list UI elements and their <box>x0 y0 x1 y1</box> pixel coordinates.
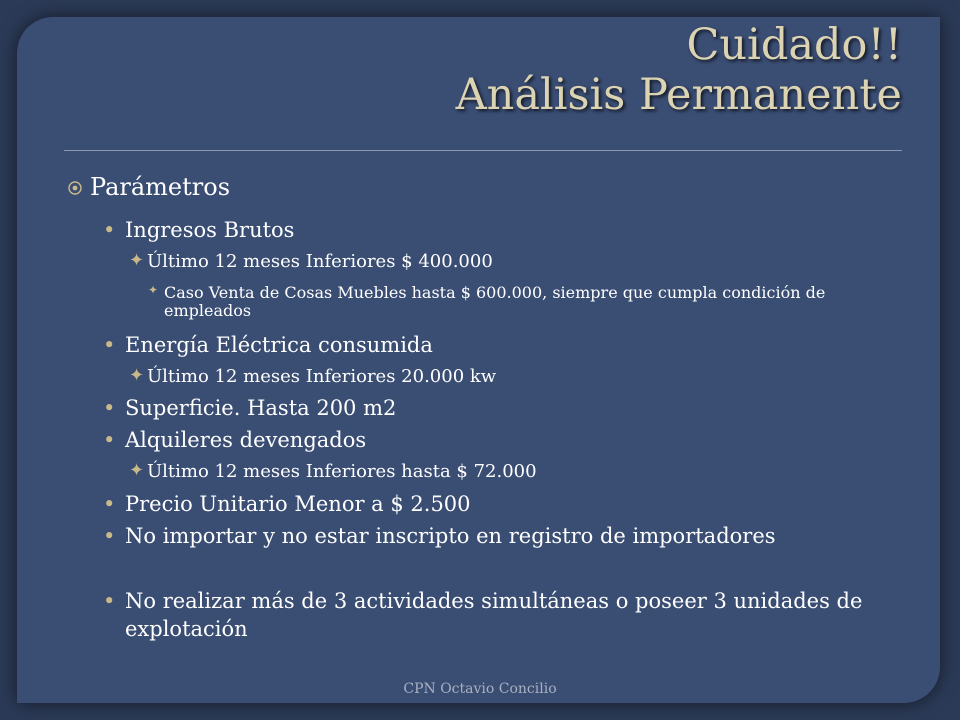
item-alquileres-sub: Último 12 meses Inferiores hasta $ 72.000 <box>147 461 537 482</box>
diamond-bullet-icon: ✦ <box>129 365 145 386</box>
dot-bullet-icon: • <box>103 333 116 357</box>
diamond-bullet-icon: ✦ <box>129 250 145 271</box>
title-line-1: Cuidado!! <box>686 20 902 70</box>
dot-bullet-icon: • <box>103 218 116 242</box>
heading-parametros: Parámetros <box>90 173 231 201</box>
dot-bullet-icon: • <box>103 524 116 548</box>
item-alquileres: Alquileres devengados <box>125 428 367 452</box>
footer-author: CPN Octavio Concilio <box>403 681 557 697</box>
diamond-bullet-icon: ✦ <box>129 460 145 481</box>
title-line-2: Análisis Permanente <box>455 70 902 120</box>
item-precio: Precio Unitario Menor a $ 2.500 <box>125 492 471 516</box>
item-energia: Energía Eléctrica consumida <box>125 333 433 357</box>
dot-bullet-icon: • <box>103 492 116 516</box>
item-ingresos-subsub: Caso Venta de Cosas Muebles hasta $ 600.000, siempre que cumpla condición de empleados <box>164 283 826 320</box>
item-actividades: No realizar más de 3 actividades simultáneas o poseer 3 unidades de explotación <box>125 589 863 641</box>
item-ingresos-sub: Último 12 meses Inferiores $ 400.000 <box>147 251 493 272</box>
item-superficie: Superficie. Hasta 200 m2 <box>125 396 397 420</box>
item-importar: No importar y no estar inscripto en registro de importadores <box>125 524 776 548</box>
item-energia-sub: Último 12 meses Inferiores 20.000 kw <box>147 366 497 387</box>
circled-dot-bullet-icon <box>66 178 84 196</box>
dot-bullet-icon: • <box>103 589 116 613</box>
diamond-bullet-icon: ✦ <box>148 283 159 297</box>
dot-bullet-icon: • <box>103 396 116 420</box>
dot-bullet-icon: • <box>103 428 116 452</box>
item-ingresos-brutos: Ingresos Brutos <box>125 218 295 242</box>
